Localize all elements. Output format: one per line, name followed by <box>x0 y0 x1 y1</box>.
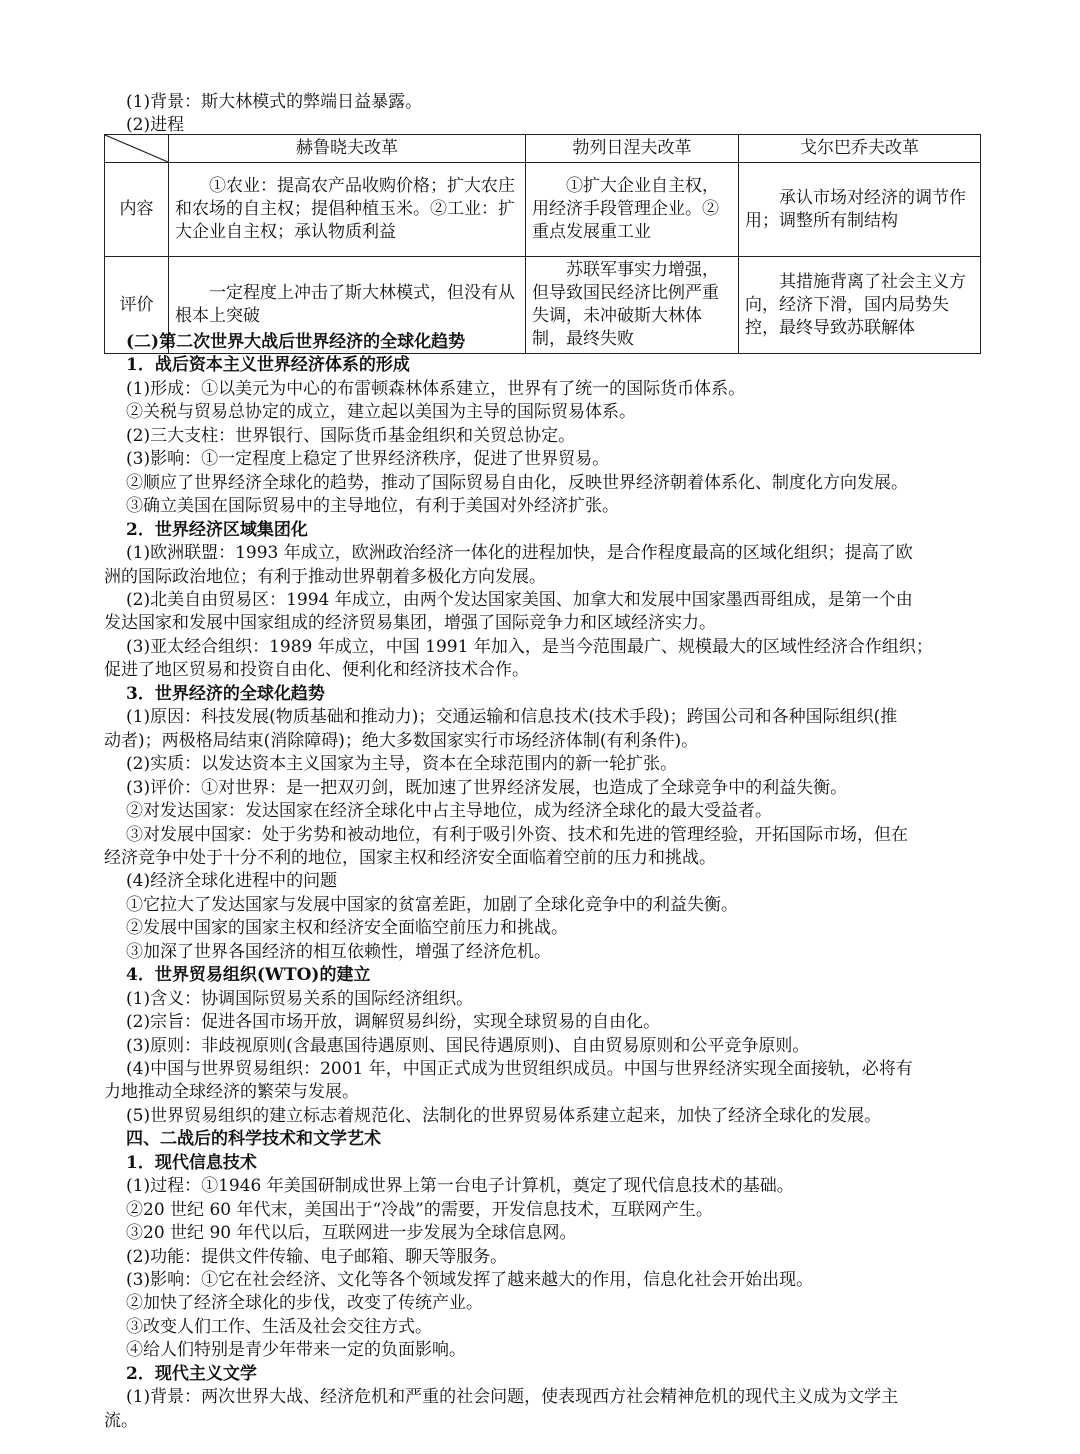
text-line: (3)影响：①一定程度上稳定了世界经济秩序，促进了世界贸易。 <box>126 449 610 470</box>
text-line: (3)亚太经合组织：1989 年成立，中国 1991 年加入，是当今范围最广、规模最大的区域性经济合作组织； <box>126 636 933 657</box>
cell-eval-brezhnev: 苏联军事实力增强，但导致国民经济比例严重失调，未冲破斯大林体制，最终失败 <box>526 257 739 354</box>
text-line: (5)世界贸易组织的建立标志着规范化、法制化的世界贸易体系建立起来，加快了经济全球化的发展。 <box>126 1105 882 1126</box>
text-line: (4)中国与世界贸易组织：2001 年，中国正式成为世贸组织成员。中国与世界经济实现全面接轨，必将有 <box>126 1058 913 1079</box>
text-line: ②加快了经济全球化的步伐，改变了传统产业。 <box>126 1293 483 1314</box>
section-heading: 1．战后资本主义世界经济体系的形成 <box>126 355 410 376</box>
text-line: ③加深了世界各国经济的相互依赖性，增强了经济危机。 <box>126 941 551 962</box>
text-line: 经济竞争中处于十分不利的地位，国家主权和经济安全面临着空前的压力和挑战。 <box>104 847 716 868</box>
header-gorbachev: 戈尔巴乔夫改革 <box>739 135 981 163</box>
diagonal-line <box>105 135 168 162</box>
text-line: (3)影响：①它在社会经济、文化等各个领域发挥了越来越大的作用，信息化社会开始出现。 <box>126 1270 814 1290</box>
text-line: 力地推动全球经济的繁荣与发展。 <box>104 1082 359 1103</box>
text-line: (2)北美自由贸易区：1994 年成立，由两个发达国家美国、加拿大和发展中国家墨西哥组成，是第一个由 <box>126 590 913 610</box>
text-line: (2)三大支柱：世界银行、国际货币基金组织和关贸总协定。 <box>126 425 576 446</box>
text-line: (1)原因：科技发展(物质基础和推动力)；交通运输和信息技术(技术手段)；跨国公司和各种国际组织(推 <box>126 707 898 728</box>
section-heading: 2．世界经济区域集团化 <box>126 519 308 540</box>
text-line: ②发展中国家的国家主权和经济安全面临空前压力和挑战。 <box>126 918 568 939</box>
text-line: 洲的国际政治地位；有利于推动世界朝着多极化方向发展。 <box>104 566 546 587</box>
text-line: (1)背景：两次世界大战、经济危机和严重的社会问题，使表现西方社会精神危机的现代主义成为文学主 <box>126 1387 899 1408</box>
header-khrushchev: 赫鲁晓夫改革 <box>169 135 526 163</box>
diagonal-header-cell <box>105 135 169 163</box>
text-line: ②关税与贸易总协定的成立，建立起以美国为主导的国际贸易体系。 <box>126 402 636 423</box>
section-heading: 2．现代主义文学 <box>126 1363 257 1384</box>
text-line: (3)评价：①对世界：是一把双刃剑，既加速了世界经济发展，也造成了全球竞争中的利益失衡。 <box>126 777 848 798</box>
text-line: ③改变人们工作、生活及社会交往方式。 <box>126 1316 432 1337</box>
text-line: ③确立美国在国际贸易中的主导地位，有利于美国对外经济扩张。 <box>126 496 619 517</box>
text-line: ②20 世纪 60 年代末，美国出于“冷战”的需要，开发信息技术，互联网产生。 <box>126 1199 713 1220</box>
table-row-content <box>105 163 981 257</box>
text-line: 流。 <box>104 1410 138 1431</box>
row-label-evaluation: 评价 <box>105 257 169 354</box>
cell-content-gorbachev: 承认市场对经济的调节作用；调整所有制结构 <box>739 163 981 257</box>
text-line: (1)过程：①1946 年美国研制成世界上第一台电子计算机，奠定了现代信息技术的基础。 <box>126 1176 794 1197</box>
text-line: ④给人们特别是青少年带来一定的负面影响。 <box>126 1340 466 1361</box>
cell-content-khrushchev: ①农业：提高农产品收购价格；扩大农庄和农场的自主权；提倡种植玉米。②工业：扩大企业自主权；承认物质利益 <box>169 163 526 257</box>
text-line: (4)经济全球化进程中的问题 <box>126 871 338 892</box>
cell-eval-gorbachev: 其措施背离了社会主义方向，经济下滑，国内局势失控，最终导致苏联解体 <box>739 257 981 354</box>
text-line: ③对发展中国家：处于劣势和被动地位，有利于吸引外资、技术和先进的管理经验，开拓国际市场，但在 <box>126 824 908 845</box>
text-line: 动者)；两极格局结束(消除障碍)；绝大多数国家实行市场经济体制(有利条件)。 <box>104 730 699 751</box>
text-line: ③20 世纪 90 年代以后，互联网进一步发展为全球信息网。 <box>126 1223 577 1244</box>
text-line: (1)形成：①以美元为中心的布雷顿森林体系建立，世界有了统一的国际货币体系。 <box>126 378 746 399</box>
section-heading: 四、二战后的科学技术和文学艺术 <box>126 1129 381 1150</box>
background-line: (1)背景：斯大林模式的弊端日益暴露。 <box>126 92 423 112</box>
text-line: (2)宗旨：促进各国市场开放，调解贸易纠纷，实现全球贸易的自由化。 <box>126 1012 661 1032</box>
text-line: ①它拉大了发达国家与发展中国家的贫富差距，加剧了全球化竞争中的利益失衡。 <box>126 894 738 915</box>
text-line: (2)功能：提供文件传输、电子邮箱、聊天等服务。 <box>126 1246 508 1267</box>
section-heading: (二)第二次世界大战后世界经济的全球化趋势 <box>126 332 466 352</box>
cell-eval-khrushchev: 一定程度上冲击了斯大林模式，但没有从根本上突破 <box>169 257 526 354</box>
text-line: 促进了地区贸易和投资自由化、便利化和经济技术合作。 <box>104 660 529 681</box>
section-heading: 4．世界贸易组织(WTO)的建立 <box>126 965 371 986</box>
row-label-content: 内容 <box>105 163 169 257</box>
text-line: ②顺应了世界经济全球化的趋势，推动了国际贸易自由化，反映世界经济朝着体系化、制度化方向发展。 <box>126 472 908 493</box>
text-line: (2)实质：以发达资本主义国家为主导，资本在全球范围内的新一轮扩张。 <box>126 754 678 775</box>
text-line: (1)欧洲联盟：1993 年成立，欧洲政治经济一体化的进程加快，是合作程度最高的区域化组织；提高了欧 <box>126 543 913 563</box>
section-heading: 1．现代信息技术 <box>126 1152 257 1173</box>
section-heading: 3．世界经济的全球化趋势 <box>126 683 325 704</box>
process-line: (2)进程 <box>126 115 185 135</box>
text-line: ②对发达国家：发达国家在经济全球化中占主导地位，成为经济全球化的最大受益者。 <box>126 801 772 821</box>
table-header-row <box>105 135 981 163</box>
reform-table <box>104 134 981 354</box>
text-line: 发达国家和发展中国家组成的经济贸易集团，增强了国际竞争力和区域经济实力。 <box>104 613 716 634</box>
cell-content-brezhnev: ①扩大企业自主权，用经济手段管理企业。②重点发展重工业 <box>526 163 739 257</box>
text-line: (1)含义：协调国际贸易关系的国际经济组织。 <box>126 988 474 1009</box>
header-brezhnev: 勃列日涅夫改革 <box>526 135 739 163</box>
text-line: (3)原则：非歧视原则(含最惠国待遇原则、国民待遇原则)、自由贸易原则和公平竞争原则。 <box>126 1035 810 1056</box>
